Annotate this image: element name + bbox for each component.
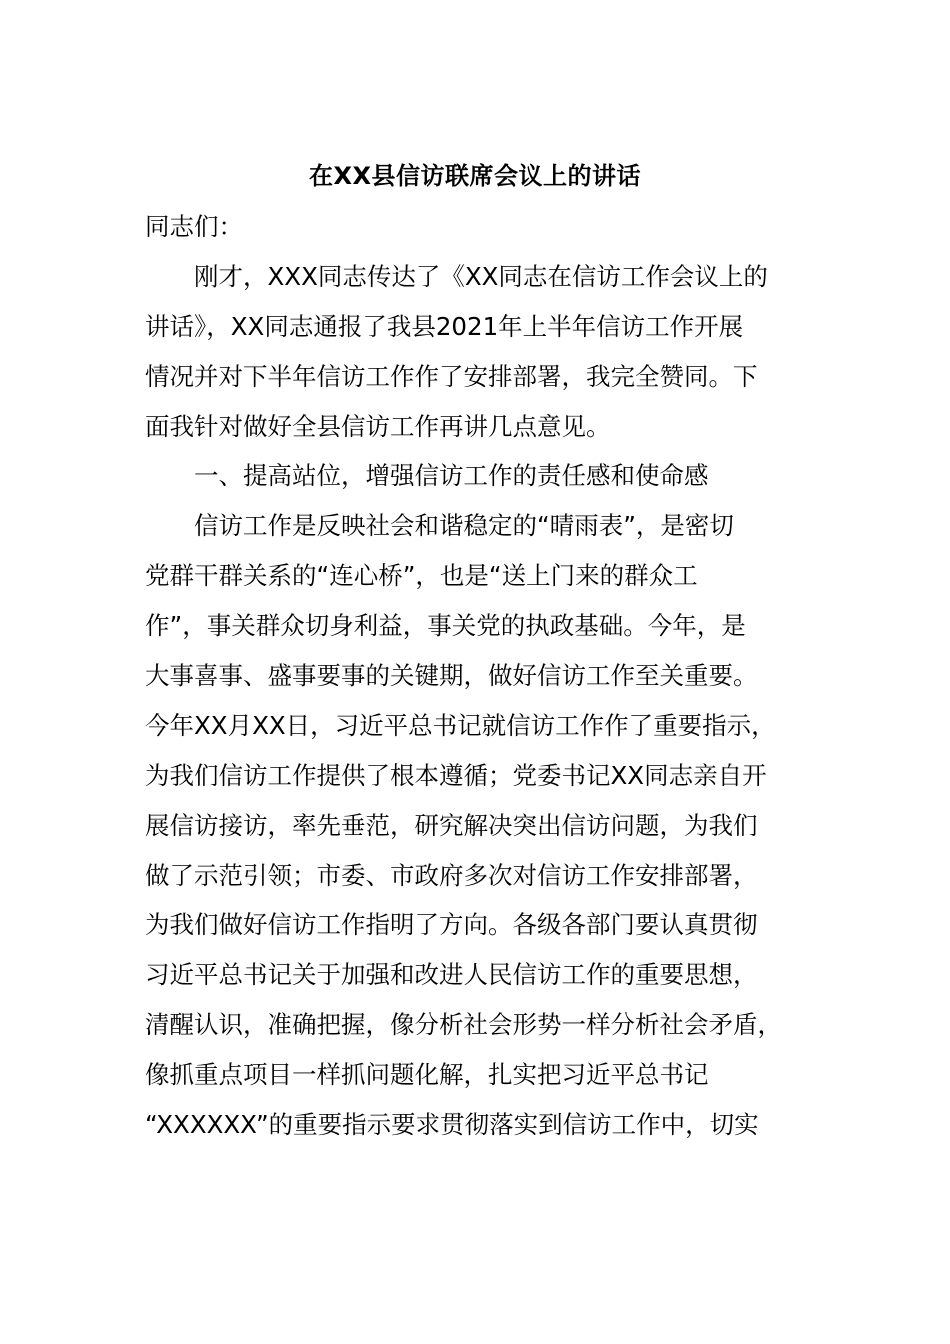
body-line: 信访工作是反映社会和谐稳定的“晴雨表”，是密切 — [194, 511, 734, 541]
body-line: 像抓重点项目一样抓问题化解，扎实把习近平总书记 — [145, 1060, 709, 1090]
body-line: 做了示范引领；市委、市政府多次对信访工作安排部署， — [145, 860, 758, 890]
body-line: 同志们： — [145, 212, 243, 241]
body-line: 习近平总书记关于加强和改进人民信访工作的重要思想， — [145, 960, 758, 990]
body-line: 为我们做好信访工作指明了方向。各级各部门要认真贯彻 — [145, 910, 758, 940]
body-line: 展信访接访，率先垂范，研究解决突出信访问题，为我们 — [145, 810, 758, 840]
body-line: 为我们信访工作提供了根本遵循；党委书记XX同志亲自开 — [145, 760, 767, 790]
document-body — [145, 202, 825, 1150]
body-line: 作”，事关群众切身利益，事关党的执政基础。今年，是 — [145, 611, 746, 641]
body-line: 一、提高站位，增强信访工作的责任感和使命感 — [194, 461, 709, 491]
body-line: 今年XX月XX日，习近平总书记就信访工作作了重要指示， — [145, 710, 776, 740]
body-line: 大事喜事、盛事要事的关键期，做好信访工作至关重要。 — [145, 661, 758, 691]
body-line: 面我针对做好全县信访工作再讲几点意见。 — [145, 411, 611, 441]
body-line: 情况并对下半年信访工作作了安排部署，我完全赞同。下 — [145, 361, 758, 391]
document-title: 在XX县信访联席会议上的讲话 — [308, 162, 641, 190]
body-line: 党群干群关系的“连心桥”，也是“送上门来的群众工 — [145, 561, 698, 591]
body-line: 刚才，XXX同志传达了《XX同志在信访工作会议上的 — [194, 261, 768, 291]
body-line: “XXXXXX”的重要指示要求贯彻落实到信访工作中，切实 — [145, 1110, 759, 1140]
body-line: 讲话》，XX同志通报了我县2021年上半年信访工作开展 — [145, 311, 744, 341]
body-line: 清醒认识，准确把握，像分析社会形势一样分析社会矛盾， — [145, 1010, 782, 1040]
